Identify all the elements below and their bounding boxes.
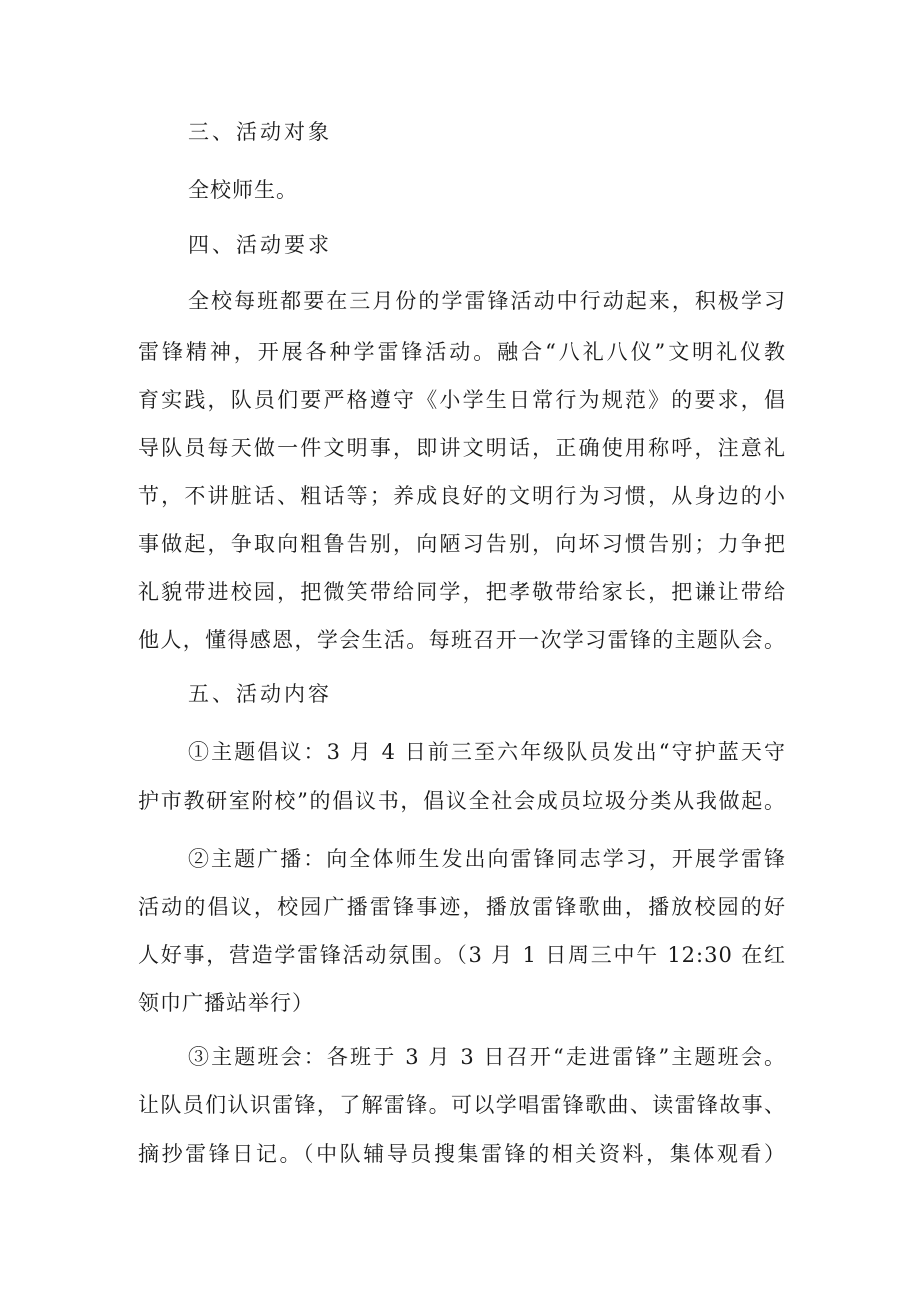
paragraph-line: 雷锋精神，开展各种学雷锋活动。融合“八礼八仪”文明礼仪教	[138, 340, 786, 364]
paragraph-line: 全校每班都要在三月份的学雷锋活动中行动起来，积极学习	[188, 289, 786, 313]
paragraph-line: ②主题广播：向全体师生发出向雷锋同志学习，开展学雷锋	[188, 847, 786, 871]
section-heading-activity-requirements: 四、活动要求	[188, 233, 332, 257]
paragraph-line: 礼貌带进校园，把微笑带给同学，把孝敬带给家长，把谦让带给	[138, 580, 786, 604]
section-heading-activity-content: 五、活动内容	[188, 682, 332, 706]
paragraph-line: 护市教研室附校”的倡议书，倡议全社会成员垃圾分类从我做起。	[138, 789, 786, 813]
paragraph-line: ③主题班会：各班于 3 月 3 日召开“走进雷锋”主题班会。	[188, 1045, 786, 1069]
paragraph-line: 事做起，争取向粗鲁告别，向陋习告别，向坏习惯告别；力争把	[138, 532, 786, 556]
paragraph-line: 摘抄雷锋日记。（中队辅导员搜集雷锋的相关资料，集体观看）	[138, 1142, 786, 1166]
paragraph-line: 人好事，营造学雷锋活动氛围。（3 月 1 日周三中午 12:30 在红	[138, 943, 786, 967]
paragraph-line: 让队员们认识雷锋，了解雷锋。可以学唱雷锋歌曲、读雷锋故事、	[138, 1093, 786, 1117]
paragraph-line: ①主题倡议：3 月 4 日前三至六年级队员发出“守护蓝天守	[188, 740, 786, 764]
paragraph-line: 全校师生。	[188, 178, 298, 202]
paragraph-line: 领巾广播站举行）	[138, 991, 314, 1015]
paragraph-line: 他人，懂得感恩，学会生活。每班召开一次学习雷锋的主题队会。	[138, 628, 786, 652]
section-heading-activity-targets: 三、活动对象	[188, 120, 332, 144]
paragraph-line: 活动的倡议，校园广播雷锋事迹，播放雷锋歌曲，播放校园的好	[138, 895, 786, 919]
paragraph-line: 节，不讲脏话、粗话等；养成良好的文明行为习惯，从身边的小	[138, 484, 786, 508]
paragraph-line: 导队员每天做一件文明事，即讲文明话，正确使用称呼，注意礼	[138, 436, 786, 460]
paragraph-line: 育实践，队员们要严格遵守《小学生日常行为规范》的要求，倡	[138, 388, 786, 412]
